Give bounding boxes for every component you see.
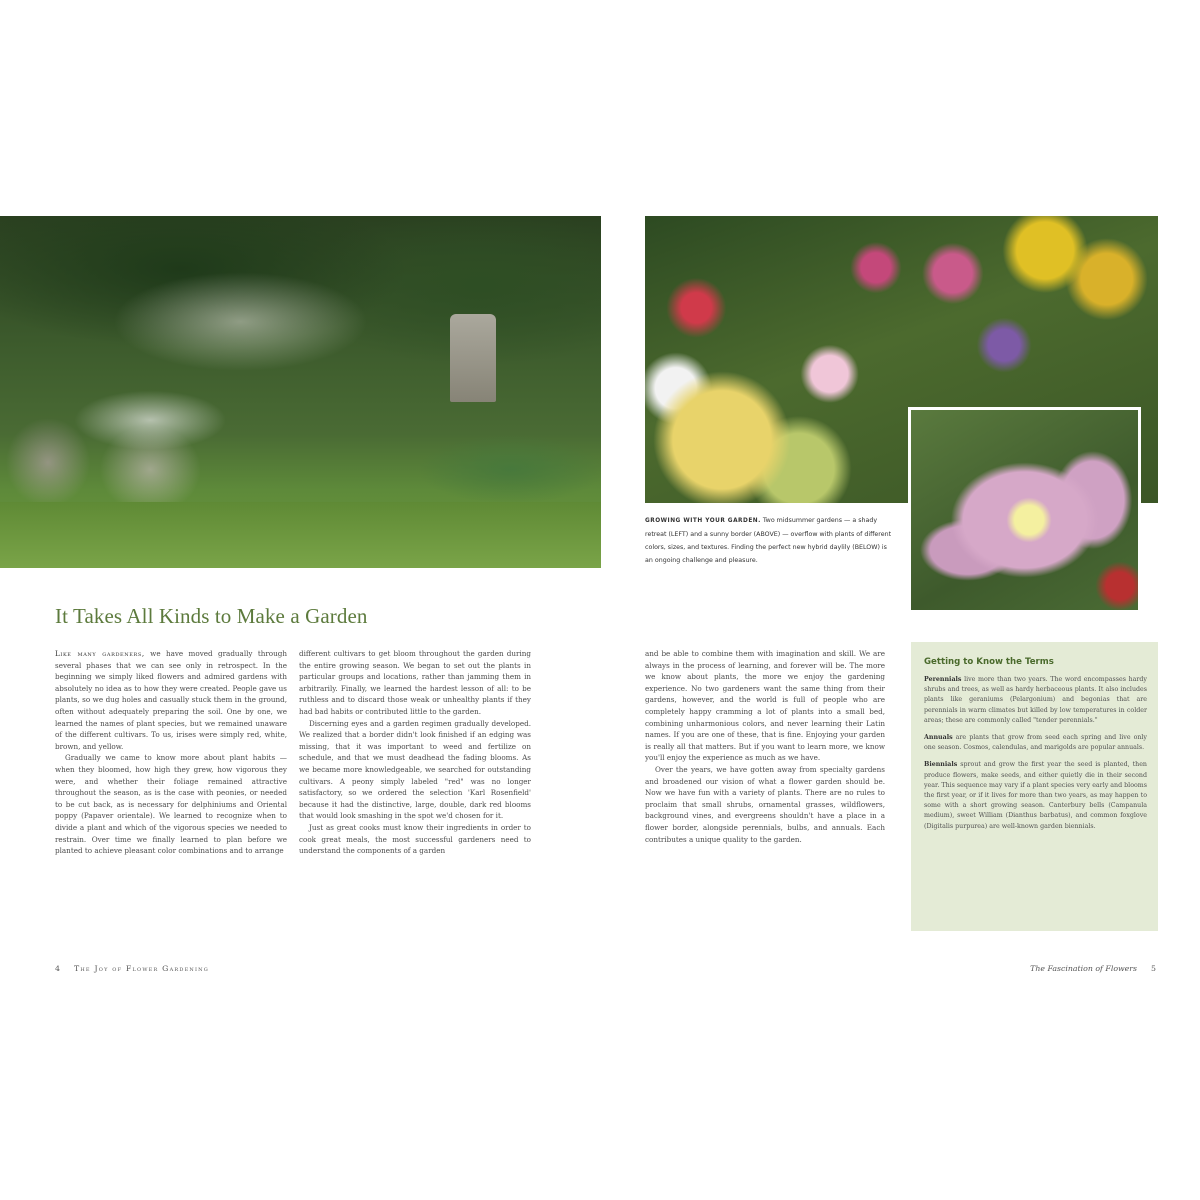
lawn bbox=[0, 502, 601, 568]
page-title: It Takes All Kinds to Make a Garden bbox=[55, 604, 368, 628]
terms-sidebar bbox=[911, 642, 1158, 931]
sidebar-entry: Annuals are plants that grow from seed each spring and live only one season. Cosmos, calendulas, and marigolds are popular annuals. bbox=[924, 734, 1147, 752]
sidebar-entry: Biennials sprout and grow the first year the seed is planted, then produce flowers, make seeds, and either quietly die in their second year. This sequence may vary if a plant species very early and blooms the first year, or if it lives for more than two years, as may happen to some with a short growing season. Canterbury bells (Campanula medium), sweet William (Dianthus barbatus), and common foxglove (Digitalis purpurea) are well-known garden biennials. bbox=[924, 761, 1147, 830]
paragraph: Over the years, we have gotten away from specialty gardens and broadened our vision of what a flower garden should be. Now we have fun with a variety of plants. There are no rules to proclaim that small shrubs, ornamental grasses, wildflowers, background vines, and evergreens shouldn't have a place in a flower border, alongside perennials, bulbs, and annuals. Each contributes a unique quality to the garden. bbox=[645, 764, 885, 844]
sidebar-entry: Perennials live more than two years. The word encompasses hardy shrubs and trees, as well as hardy herbaceous plants. It also includes plants like geraniums (Pelargonium) and begonias that are perennials in warm climates but killed by low temperatures in colder areas; these are commonly called "tender perennials." bbox=[924, 676, 1147, 724]
page-number-right: 5 bbox=[1151, 964, 1156, 973]
page-number-left: 4 bbox=[55, 964, 60, 973]
chapter-title: The Fascination of Flowers bbox=[1030, 964, 1138, 973]
lead-in: Like many gardeners, bbox=[55, 649, 145, 658]
body-column-3 bbox=[645, 648, 885, 938]
body-column-2 bbox=[299, 648, 531, 932]
garden-chair bbox=[450, 314, 496, 402]
term-perennials: Perennials bbox=[924, 676, 962, 683]
body-column-1 bbox=[55, 648, 287, 932]
paragraph: and be able to combine them with imagination and skill. We are always in the process of learning, and forever will be. The more we know about plants, the more we enjoy the gardening experience. No two gardeners want the same thing from their gardens, however, and the world is full of people who are completely happy cramming a lot of plants into a small bed, combining unharmonious colors, and never learning their Latin names. If you are one of these, that is fine. Enjoying your garden is really all that matters. But if you want to learn more, we know you'll enjoy the experience as much as we have. bbox=[645, 649, 885, 763]
paragraph: Discerning eyes and a garden regimen gradually developed. We realized that a border didn't look finished if an edging was missing, that it was important to weed and fertilize on schedule, and that we must deadhead the fading blooms. As we became more knowledgeable, we searched for outstanding cultivars. A peony simply labeled "red" was no longer satisfactory, so we ordered the selection 'Karl Rosenfield' because it had the distinctive, large, double, dark red blooms that would look smashing in the spot we'd chosen for it. bbox=[299, 718, 531, 821]
term-biennials: Biennials bbox=[924, 761, 958, 769]
folio-right bbox=[1030, 964, 1156, 973]
paragraph: Like many gardeners, we have moved gradually through several phases that we can see only in retrospect. In the beginning we simply liked flowers and admired gardens with absolutely no idea as to how they were created. People gave us plants, so we dug holes and casually stuck them in the ground, often without adequately preparing the soil. One by one, we learned the names of plant species, but we remained unaware of the different cultivars. To us, irises were simply red, white, brown, and yellow. bbox=[55, 649, 287, 751]
sidebar-title: Getting to Know the Terms bbox=[924, 657, 1054, 667]
term-annuals: Annuals bbox=[924, 734, 953, 742]
caption-text: Two midsummer gardens — a shady retreat (LEFT) and a sunny border (ABOVE) — overflow with plants of different colors, sizes, and textures. Finding the perfect new hybrid daylily (BELOW) is an ongoing challenge and pleasure. bbox=[645, 517, 892, 564]
paragraph: different cultivars to get bloom throughout the garden during the entire growing season. We began to set out the plants in particular groups and locations, rather than jamming them in arbitrarily. Finally, we learned the hardest lesson of all: to be ruthless and to discard those weak or unhealthy plants if they had bad habits or contributed little to the garden. bbox=[299, 649, 531, 716]
paragraph: Just as great cooks must know their ingredients in order to cook great meals, the most successful gardeners need to understand the components of a garden bbox=[299, 822, 531, 856]
caption-lead: GROWING WITH YOUR GARDEN. bbox=[645, 518, 761, 524]
folio-left bbox=[55, 964, 209, 973]
garden-photo-left bbox=[0, 216, 601, 568]
photo-caption bbox=[645, 514, 895, 567]
daylily-inset-photo bbox=[908, 407, 1141, 613]
book-title: The Joy of Flower Gardening bbox=[73, 964, 209, 973]
paragraph: Gradually we came to know more about plant habits — when they bloomed, how high they grew, how vigorous they were, and whether their foliage remained attractive throughout the season, as is the case with peonies, or needed to be cut back, as is necessary for delphiniums and Oriental poppy (Papaver orientale). We learned to recognize when to divide a plant and which of the vigorous species we needed to restrain. Over time we finally learned to plan before we planted to achieve pleasant color combinations and to arrange bbox=[55, 753, 287, 856]
